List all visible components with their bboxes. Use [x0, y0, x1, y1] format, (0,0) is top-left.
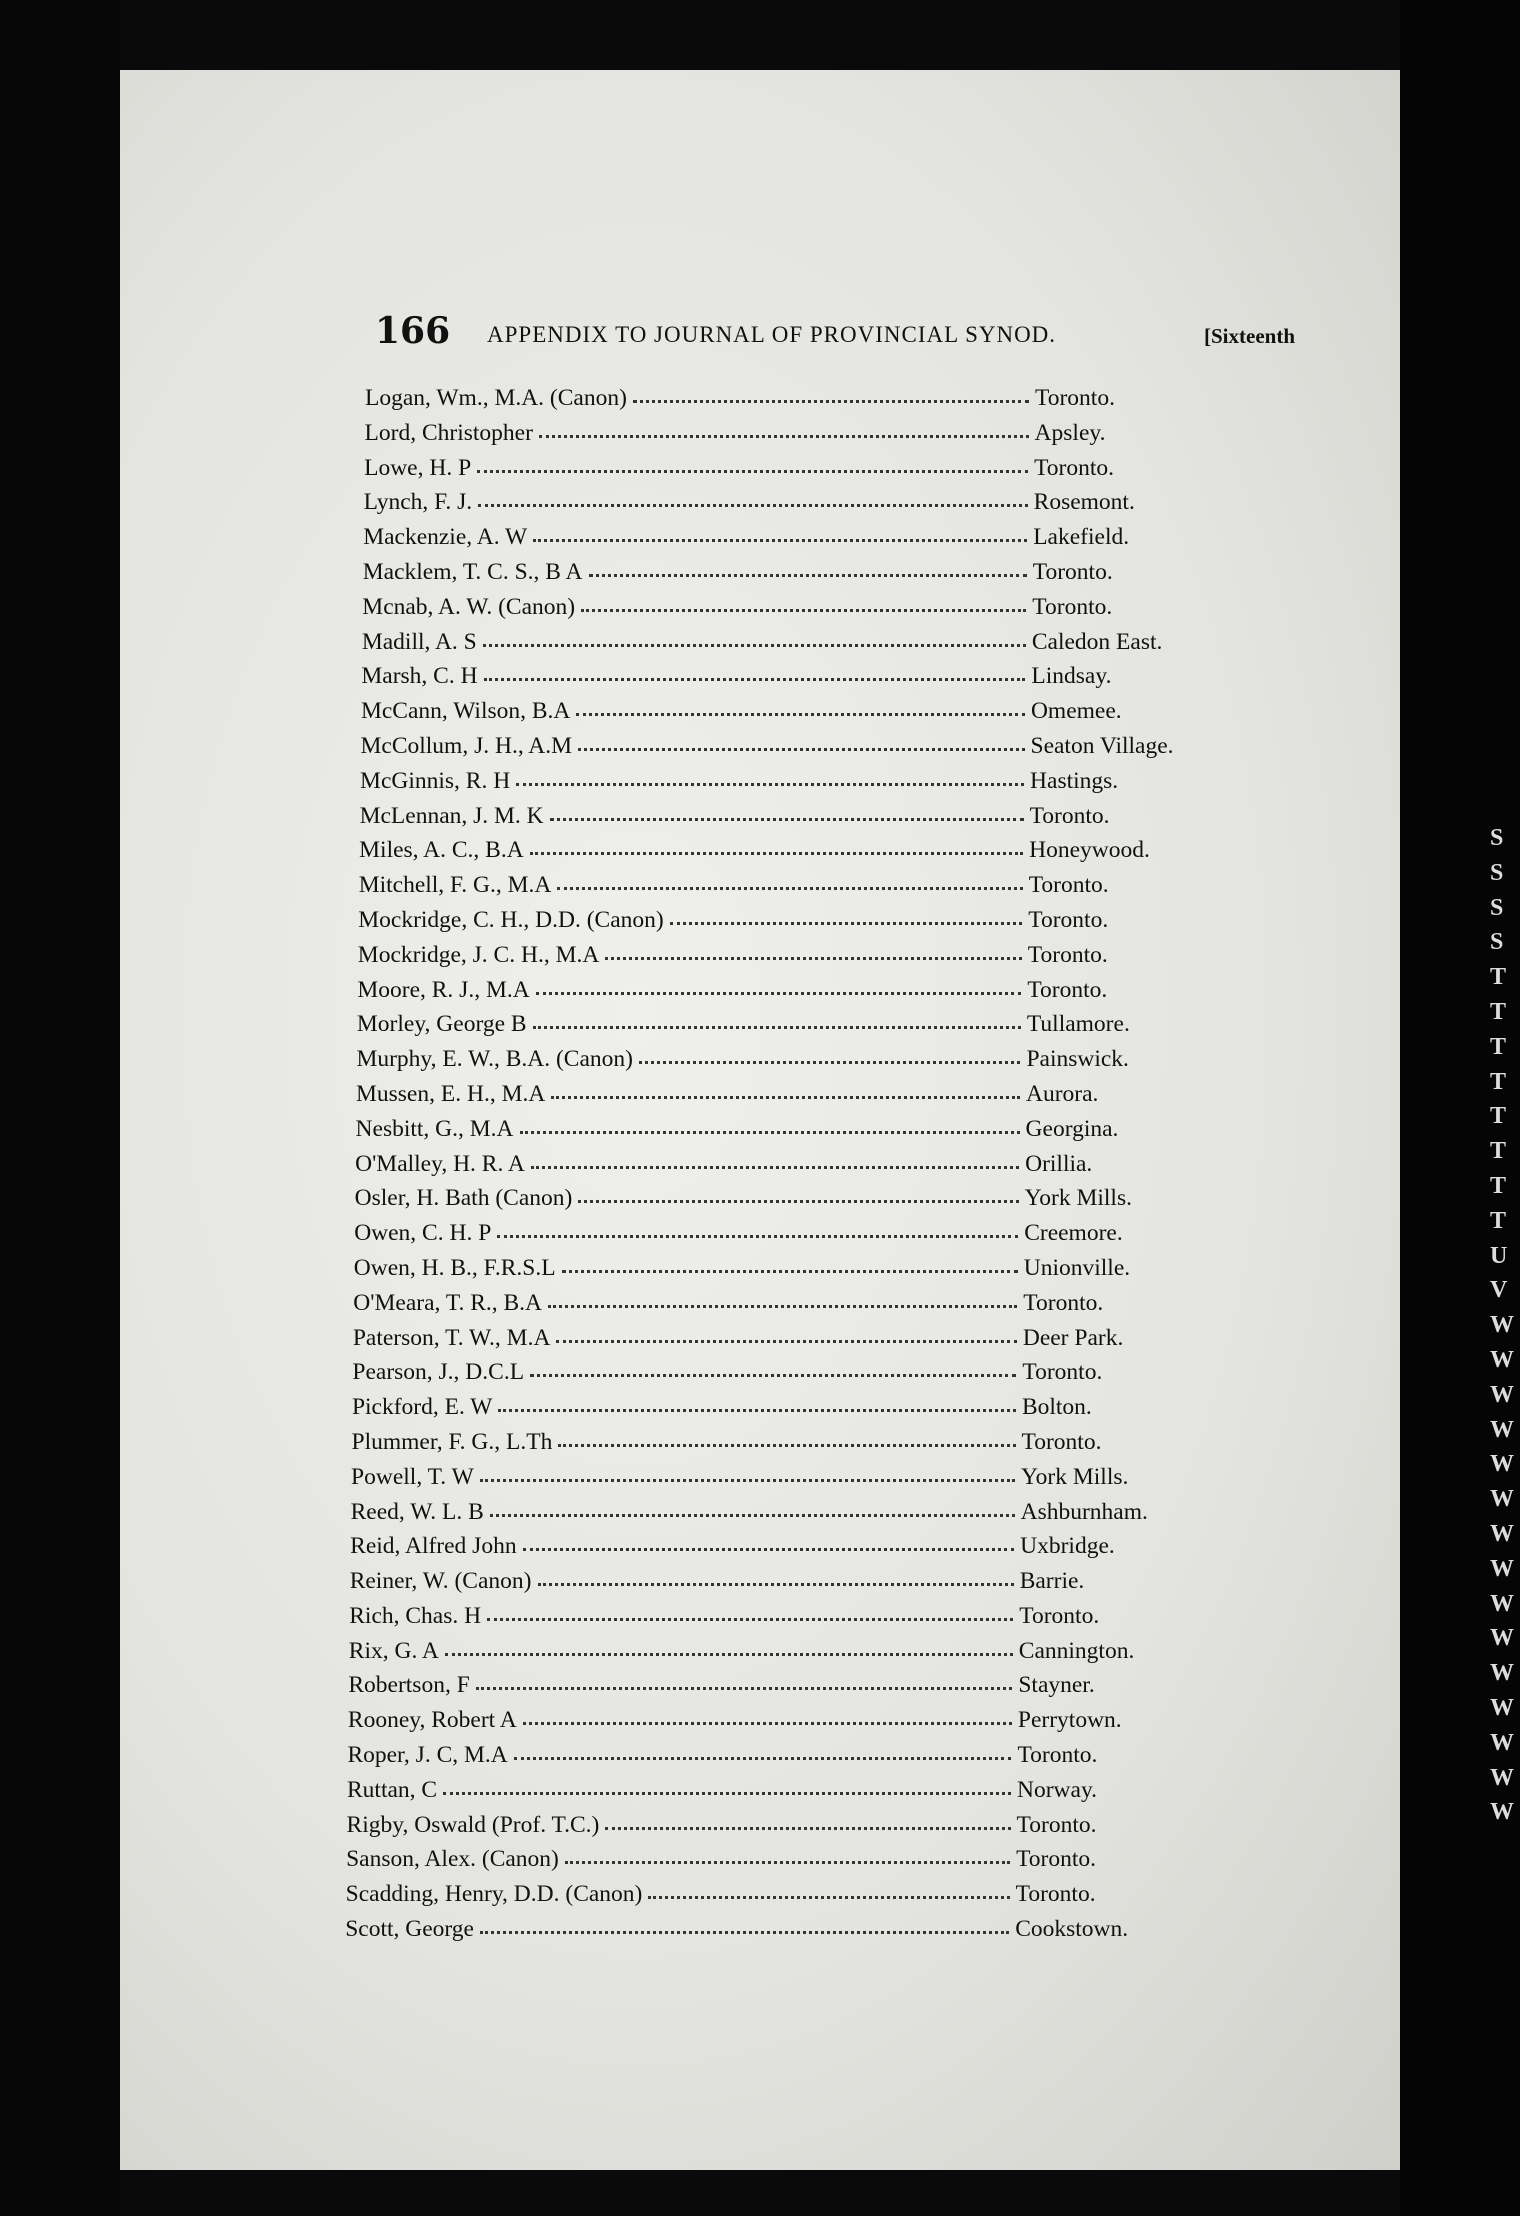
list-item	[365, 420, 1225, 455]
entry-place: Lakefield.	[1033, 524, 1130, 551]
entry-name: Scott, George	[345, 1916, 474, 1943]
margin-letter: T	[1490, 964, 1507, 991]
dot-leader	[477, 468, 1028, 473]
dot-leader	[551, 1094, 1020, 1099]
entry-name: Owen, C. H. P	[354, 1220, 492, 1247]
dot-leader	[539, 433, 1029, 438]
entry-name: McLennan, J. M. K	[359, 802, 544, 829]
dot-leader	[531, 1164, 1019, 1169]
entry-place: Georgina.	[1025, 1115, 1119, 1142]
dot-leader	[581, 607, 1026, 612]
margin-letter: W	[1490, 1312, 1514, 1339]
dot-leader	[483, 642, 1026, 647]
list-item	[347, 1742, 1225, 1777]
list-item	[359, 872, 1225, 907]
margin-letter: S	[1490, 929, 1504, 956]
entry-place: Barrie.	[1019, 1568, 1085, 1595]
list-item	[359, 837, 1225, 872]
list-item	[347, 1777, 1225, 1812]
dot-leader	[480, 1477, 1015, 1482]
entry-place: Apsley.	[1034, 419, 1106, 446]
entry-place: Stayner.	[1018, 1672, 1095, 1699]
entry-place: Toronto.	[1029, 802, 1110, 829]
list-item	[355, 1151, 1225, 1186]
entry-name: Logan, Wm., M.A. (Canon)	[365, 385, 627, 411]
dot-leader	[670, 920, 1023, 925]
scan-left-border	[0, 0, 120, 2216]
entry-place: Toronto.	[1027, 941, 1108, 968]
list-item	[348, 1672, 1225, 1707]
dot-leader	[589, 572, 1027, 577]
entry-place: Ashburnham.	[1020, 1498, 1148, 1525]
list-item	[363, 559, 1225, 594]
entry-place: Hastings.	[1030, 767, 1119, 794]
dot-leader	[443, 1790, 1011, 1795]
dot-leader	[533, 1024, 1021, 1029]
dot-leader	[497, 1233, 1018, 1238]
entry-name: Rooney, Robert A	[347, 1707, 517, 1734]
dot-leader	[578, 746, 1024, 751]
entry-place: Honeywood.	[1029, 837, 1150, 864]
dot-leader	[490, 1512, 1015, 1517]
entry-name: Morley, George B	[356, 1011, 527, 1038]
list-item	[361, 733, 1226, 768]
entry-name: Robertson, F	[348, 1672, 470, 1699]
list-item	[360, 803, 1225, 838]
list-item	[352, 1359, 1225, 1394]
list-item	[350, 1568, 1225, 1603]
dot-leader	[530, 850, 1023, 855]
dot-leader	[476, 1685, 1013, 1690]
list-item	[365, 385, 1225, 420]
margin-letter: T	[1490, 1103, 1507, 1130]
entry-place: Cookstown.	[1015, 1916, 1129, 1943]
entry-name: Reiner, W. (Canon)	[349, 1568, 532, 1595]
entry-name: Murphy, E. W., B.A. (Canon)	[356, 1046, 633, 1073]
dot-leader	[487, 1616, 1013, 1621]
entry-place: Toronto.	[1022, 1359, 1103, 1386]
entry-name: Macklem, T. C. S., B A	[362, 558, 583, 585]
list-item	[356, 1046, 1225, 1081]
list-item	[347, 1812, 1225, 1847]
page-header	[375, 310, 1295, 360]
entry-name: Plummer, F. G., L.Th	[351, 1428, 553, 1455]
list-item	[352, 1429, 1226, 1464]
list-item	[362, 629, 1225, 664]
list-item	[354, 1255, 1225, 1290]
entry-name: Mackenzie, A. W	[363, 524, 528, 551]
entry-place: Norway.	[1017, 1776, 1098, 1803]
dot-leader	[514, 1755, 1012, 1760]
entry-place: Cannington.	[1018, 1637, 1135, 1664]
list-item	[358, 907, 1225, 942]
entry-name: Roper, J. C, M.A	[347, 1742, 508, 1769]
margin-letter: W	[1490, 1590, 1514, 1617]
dot-leader	[445, 1651, 1013, 1656]
clergy-list	[345, 385, 1225, 1951]
list-item	[362, 594, 1225, 629]
entry-name: Ruttan, C	[347, 1776, 438, 1803]
entry-name: Rix, G. A	[348, 1637, 439, 1664]
entry-name: Pickford, E. W	[351, 1394, 493, 1421]
entry-place: Unionville.	[1023, 1254, 1131, 1281]
entry-place: Toronto.	[1017, 1742, 1098, 1769]
entry-name: Osler, H. Bath (Canon)	[354, 1185, 573, 1212]
entry-name: Lynch, F. J.	[363, 489, 473, 516]
entry-place: Toronto.	[1016, 1811, 1097, 1838]
margin-letter: U	[1490, 1242, 1508, 1269]
dot-leader	[639, 1059, 1020, 1064]
list-item	[348, 1707, 1225, 1742]
dot-leader	[478, 502, 1028, 507]
entry-place: Toronto.	[1034, 454, 1115, 481]
dot-leader	[548, 1303, 1017, 1308]
entry-place: Orillia.	[1025, 1150, 1093, 1177]
entry-place: Aurora.	[1026, 1080, 1099, 1107]
dot-leader	[520, 1129, 1020, 1134]
list-item	[349, 1638, 1225, 1673]
dot-leader	[565, 1859, 1010, 1864]
entry-name: Powell, T. W	[351, 1463, 474, 1490]
list-item	[361, 663, 1225, 698]
dot-leader	[538, 1581, 1014, 1586]
entry-place: Toronto.	[1032, 593, 1113, 620]
list-item	[345, 1916, 1225, 1951]
entry-place: Toronto.	[1028, 906, 1109, 933]
margin-letter: S	[1490, 859, 1504, 886]
entry-place: Tullamore.	[1026, 1011, 1130, 1038]
entry-name: Owen, H. B., F.R.S.L	[353, 1254, 556, 1281]
entry-name: Pearson, J., D.C.L	[352, 1359, 525, 1386]
entry-name: Moore, R. J., M.A	[357, 976, 530, 1003]
entry-place: Toronto.	[1015, 1881, 1096, 1908]
dot-leader	[556, 1338, 1016, 1343]
entry-name: Marsh, C. H	[361, 663, 478, 690]
entry-place: Caledon East.	[1031, 628, 1163, 655]
entry-place: Rosemont.	[1033, 489, 1135, 516]
entry-name: Rich, Chas. H	[349, 1602, 482, 1629]
entry-place: Toronto.	[1019, 1602, 1100, 1629]
list-item	[356, 1081, 1225, 1116]
entry-place: Omemee.	[1030, 698, 1122, 725]
margin-letter: T	[1490, 1068, 1507, 1095]
entry-name: Lord, Christopher	[364, 419, 533, 446]
dot-leader	[576, 711, 1025, 716]
margin-letter: W	[1490, 1486, 1514, 1513]
dot-leader	[605, 955, 1021, 960]
dot-leader	[562, 1268, 1018, 1273]
dot-leader	[550, 816, 1024, 821]
margin-letter: W	[1490, 1625, 1514, 1652]
list-item	[357, 977, 1225, 1012]
list-item	[358, 942, 1225, 977]
entry-name: Lowe, H. P	[364, 454, 472, 481]
entry-place: Toronto.	[1016, 1846, 1097, 1873]
entry-place: Painswick.	[1026, 1046, 1129, 1073]
entry-name: Rigby, Oswald (Prof. T.C.)	[346, 1811, 600, 1838]
entry-name: Reed, W. L. B	[350, 1498, 484, 1525]
list-item	[356, 1116, 1225, 1151]
margin-letter: W	[1490, 1347, 1514, 1373]
list-item	[349, 1603, 1225, 1638]
list-item	[360, 768, 1225, 803]
dot-leader	[648, 1894, 1009, 1899]
margin-letter: W	[1490, 1695, 1514, 1721]
dot-leader	[536, 990, 1022, 995]
dot-leader	[578, 1198, 1018, 1203]
entry-name: Sanson, Alex. (Canon)	[346, 1846, 559, 1873]
entry-place: York Mills.	[1021, 1463, 1129, 1490]
margin-letter: W	[1490, 1555, 1514, 1582]
entry-name: Mussen, E. H., M.A	[356, 1080, 546, 1107]
dot-leader	[533, 537, 1027, 542]
entry-name: Mcnab, A. W. (Canon)	[362, 593, 576, 620]
entry-name: McCann, Wilson, B.A	[360, 698, 571, 725]
entry-name: Miles, A. C., B.A	[359, 837, 524, 864]
margin-letter: T	[1490, 1207, 1507, 1234]
margin-letter: W	[1490, 1451, 1514, 1478]
list-item	[363, 524, 1225, 559]
entry-name: Scadding, Henry, D.D. (Canon)	[345, 1881, 643, 1908]
entry-name: Nesbitt, G., M.A	[355, 1115, 514, 1142]
list-item	[355, 1185, 1225, 1220]
margin-letter: T	[1490, 1138, 1507, 1165]
dot-leader	[480, 1929, 1009, 1934]
list-item	[353, 1290, 1225, 1325]
dot-leader	[557, 885, 1022, 890]
entry-place: Toronto.	[1035, 385, 1115, 411]
list-item	[352, 1394, 1225, 1429]
dot-leader	[605, 1825, 1010, 1830]
entry-place: Lindsay.	[1031, 663, 1112, 690]
entry-place: Toronto.	[1032, 558, 1113, 585]
list-item	[364, 489, 1225, 524]
entry-place: Deer Park.	[1022, 1324, 1124, 1351]
margin-letter: T	[1490, 1033, 1507, 1060]
margin-letter: V	[1490, 1277, 1508, 1304]
margin-letter: S	[1490, 894, 1504, 921]
entry-name: McGinnis, R. H	[360, 767, 511, 794]
dot-leader	[484, 676, 1026, 681]
entry-name: Mitchell, F. G., M.A	[358, 872, 552, 899]
margin-letter: W	[1490, 1799, 1514, 1826]
list-item	[350, 1533, 1225, 1568]
dot-leader	[530, 1372, 1016, 1377]
entry-name: Reid, Alfred John	[350, 1533, 517, 1560]
dot-leader	[516, 781, 1024, 786]
dot-leader	[558, 1442, 1015, 1447]
entry-name: Madill, A. S	[361, 628, 477, 655]
entry-place: Creemore.	[1024, 1220, 1123, 1247]
running-head: APPENDIX TO JOURNAL OF PROVINCIAL SYNOD.	[487, 322, 1057, 347]
list-item	[354, 1220, 1225, 1255]
margin-letter: W	[1490, 1521, 1514, 1547]
dot-leader	[523, 1546, 1015, 1551]
entry-name: Mockridge, J. C. H., M.A	[357, 941, 600, 968]
margin-letter: W	[1490, 1660, 1514, 1687]
dot-leader	[523, 1720, 1012, 1725]
margin-letter: W	[1490, 1381, 1514, 1408]
margin-letter: W	[1490, 1416, 1514, 1443]
margin-letter: T	[1490, 1173, 1507, 1199]
entry-name: O'Meara, T. R., B.A	[353, 1289, 543, 1316]
entry-name: McCollum, J. H., A.M	[360, 732, 573, 759]
list-item	[351, 1464, 1225, 1499]
margin-letter: T	[1490, 999, 1507, 1025]
margin-letter: W	[1490, 1729, 1514, 1756]
entry-place: Toronto.	[1021, 1428, 1102, 1455]
entry-place: Seaton Village.	[1030, 732, 1174, 759]
margin-letter: W	[1490, 1764, 1514, 1791]
list-item	[361, 698, 1225, 733]
entry-place: Toronto.	[1023, 1289, 1104, 1316]
margin-letter: S	[1490, 825, 1504, 851]
entry-name: Paterson, T. W., M.A	[352, 1324, 551, 1351]
entry-place: Bolton.	[1021, 1394, 1092, 1421]
entry-place: York Mills.	[1024, 1185, 1132, 1212]
entry-place: Perrytown.	[1017, 1707, 1122, 1734]
list-item	[357, 1011, 1225, 1046]
list-item	[346, 1846, 1225, 1881]
entry-name: Mockridge, C. H., D.D. (Canon)	[358, 906, 664, 933]
list-item	[351, 1499, 1225, 1534]
dot-leader	[498, 1407, 1015, 1412]
dot-leader	[633, 398, 1029, 403]
page-number: 166	[375, 310, 451, 352]
entry-place: Toronto.	[1028, 872, 1109, 899]
list-item	[346, 1881, 1225, 1916]
list-item	[353, 1325, 1225, 1360]
entry-place: Uxbridge.	[1020, 1533, 1115, 1560]
header-right-text: [Sixteenth	[1204, 324, 1295, 348]
entry-name: O'Malley, H. R. A	[355, 1150, 525, 1177]
entry-place: Toronto.	[1027, 976, 1108, 1003]
list-item	[364, 455, 1225, 490]
